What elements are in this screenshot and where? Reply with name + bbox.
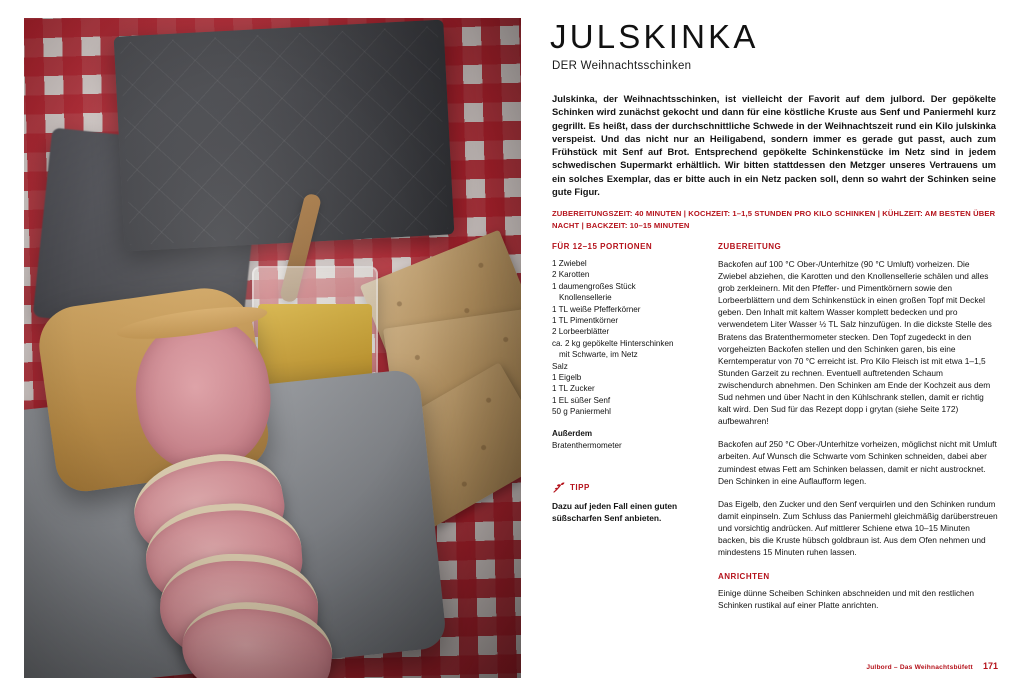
recipe-title: JULSKINKA — [550, 18, 759, 55]
ingredient-item: 1 EL süßer Senf — [552, 395, 611, 405]
page-number: 171 — [982, 661, 998, 671]
ingredient-item: mit Schwarte, im Netz — [559, 350, 638, 360]
ingredient-item: 1 TL weiße Pfefferkörner — [552, 304, 641, 314]
tip-block — [552, 481, 700, 524]
leaf-sprig-icon — [552, 481, 565, 494]
method-heading: ZUBEREITUNG — [718, 242, 782, 251]
method-column — [718, 242, 998, 622]
ingredient-item: 1 daumengroßes Stück — [552, 281, 636, 291]
method-paragraph: Backofen auf 100 °C Ober-/Unterhitze (90 °C Umluft) vorheizen. Die Zwiebel abziehen, die Karotten und den Knollensellerie schälen und alles grob zerkleinern. Mit den Pfeffer- und Pimentkörnern sowie den Lorbeerblättern und dem Schinkenstück in einen großen Topf mit Deckel geben. Den Inhalt mit kaltem Wasser komplett bedecken und pro verwendetem Liter Wasser ½ TL Salz hinzufügen. In die dickste Stelle des Bratens das Bratenthermometer stecken. Den Topf zugedeckt in den vorgeheizten Backofen stellen und den Schinken garen, bis eine Kerntemperatur von 70 °C erreicht ist. Pro Kilo Fleisch ist mit etwa 1–1,5 Stunden Garzeit zu rechnen. Eventuell auftretenden Schaum zwischendurch abnehmen. Den Schinken am Ende der Kochzeit aus dem Sud nehmen und über Nacht in den Kühlschrank stellen, damit er richtig kalt wird. Den Sud für das Rezept dopp i grytan (siehe Seite 172) aufbewahren! — [718, 259, 992, 427]
recipe-times: ZUBEREITUNGSZEIT: 40 MINUTEN | KOCHZEIT: 1–1,5 STUNDEN PRO KILO SCHINKEN | KÜHLZEIT: AM BESTEN ÜBER NACHT | BACKZEIT: 10–15 MINUTEN — [552, 209, 996, 230]
ingredients-list — [552, 258, 700, 418]
serving-heading: ANRICHTEN — [718, 572, 770, 582]
recipe-intro: Julskinka, der Weihnachtsschinken, ist vielleicht der Favorit auf dem julbord. Der gepökelte Schinken wird zunächst gekocht und dann für eine köstliche Kruste aus Senf und Paniermehl kurz gegrillt. Es heißt, dass der durchschnittliche Schwede in der Weihnachtszeit rund ein Kilo julskinka verspeist. Und das nicht nur an Heiligabend, sondern immer es gerade gut passt, auch zum Frühstück mit Senf auf Brot. Entsprechend gepökelte Schinkenstücke im Netz sind in jedem schwedischen Supermarkt erhältlich. Wir bitten stattdessen den Metzger unseres Vertrauens um ein solches Exemplar, das er bitte auch in ein Netz packen soll, denn so wahrt der Schinken seine gute Figur. — [552, 93, 996, 198]
recipe-subtitle: DER Weihnachtsschinken — [552, 60, 692, 72]
ingredient-item: 1 Eigelb — [552, 373, 582, 383]
ingredient-item: 1 Zwiebel — [552, 259, 587, 268]
method-paragraph: Das Eigelb, den Zucker und den Senf verquirlen und den Schinken rundum damit einpinseln. Zum Schluss das Paniermehl gleichmäßig darüberstreuen und vorsichtig andrücken. Auf mittlerer Schiene etwa 10–15 Minuten backen, bis die Kruste hübsch goldbraun ist. Aus dem Ofen nehmen und mindestens 15 Minuten ruhen lassen. — [718, 498, 998, 558]
ingredient-item: 2 Karotten — [552, 270, 590, 280]
ingredient-item: 1 TL Pimentkörner — [552, 316, 619, 326]
servings-heading: FÜR 12–15 PORTIONEN — [552, 242, 653, 251]
recipe-photo — [24, 18, 521, 678]
page-footer — [550, 661, 998, 671]
tip-text: Dazu auf jeden Fall einen guten süßscharfen Senf anbieten. — [552, 501, 678, 524]
ingredients-column — [552, 242, 700, 525]
extra-heading: Außerdem — [552, 428, 593, 438]
ingredient-item: ca. 2 kg gepökelte Hinterschinken — [552, 338, 674, 348]
ingredient-item: Salz — [552, 361, 568, 371]
method-paragraph: Backofen auf 250 °C Ober-/Unterhitze vorheizen, möglichst nicht mit Umluft arbeiten. Auf Wunsch die Schwarte vom Schinken schneiden, dabei aber zumindest etwas Fett am Schinken belassen, damit er nicht austrocknet. Den Schinken in eine Auflaufform legen. — [718, 439, 997, 486]
recipe-content — [550, 0, 998, 685]
running-title: Julbord – Das Weihnachtsbüfett — [866, 664, 973, 671]
ingredient-item: Knollensellerie — [559, 293, 612, 303]
ingredient-item: 50 g Paniermehl — [552, 407, 611, 417]
ingredient-item: 1 TL Zucker — [552, 384, 595, 394]
extra-item: Bratenthermometer — [552, 440, 622, 450]
photo-shading — [24, 18, 521, 678]
serving-paragraph: Einige dünne Scheiben Schinken abschneiden und mit den restlichen Schinken rustikal auf einer Platte anrichten. — [718, 588, 975, 611]
tip-label: TIPP — [570, 483, 590, 493]
ingredient-item: 2 Lorbeerblätter — [552, 327, 610, 337]
tip-heading — [552, 481, 700, 494]
